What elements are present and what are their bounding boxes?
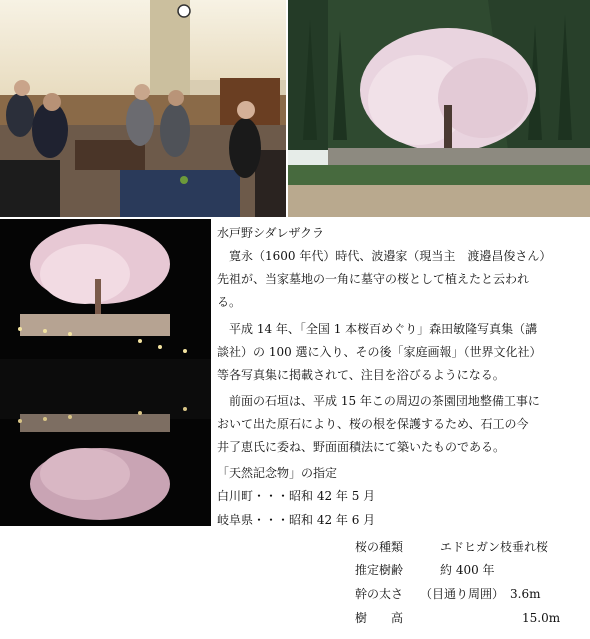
cherry-tree-day-photo: [288, 0, 590, 217]
spec-value-trunk: （目通り周囲） 3.6m: [420, 587, 541, 601]
designation-heading: 「天然記念物」の指定: [217, 466, 338, 480]
stonewall-line-2: おいて出た原石により、桜の根を保護するため、石工の今: [217, 417, 529, 431]
history-line-1: 寛永（1600 年代）時代、波邉家（現当主 渡邉昌俊さん）: [217, 249, 552, 263]
recognition-line-1: 平成 14 年、「全国 1 本桜百めぐり」森田敏隆写真集（講: [217, 322, 538, 336]
spec-label-height: 樹 高: [355, 611, 404, 625]
meeting-photo: [0, 0, 286, 217]
recognition-line-3: 等各写真集に掲載されて、注目を浴びるようになる。: [217, 368, 505, 382]
stonewall-line-3: 井了恵氏に委ね、野面面積法にて築いたものである。: [217, 440, 506, 454]
spec-value-type: エドヒガン枝垂れ桜: [440, 540, 549, 554]
history-line-2: 先祖が、当家墓地の一角に墓守の桜として植えたと云われ: [217, 272, 530, 286]
spec-value-age: 約 400 年: [440, 563, 495, 577]
recognition-line-2: 談社）の 100 選に入り、その後「家庭画報」（世界文化社）: [217, 345, 542, 359]
spec-label-trunk: 幹の太さ: [355, 587, 404, 601]
history-line-3: る。: [217, 295, 242, 309]
cherry-tree-night-photo: [0, 219, 211, 526]
designation-town: 白川町・・・昭和 42 年 5 月: [217, 489, 376, 503]
stonewall-line-1: 前面の石垣は、平成 15 年この周辺の茶園団地整備工事に: [217, 394, 540, 408]
spec-value-height: 15.0m: [522, 611, 561, 625]
designation-prefecture: 岐阜県・・・昭和 42 年 6 月: [217, 513, 376, 527]
page-title: 水戸野シダレザクラ: [217, 226, 325, 240]
spec-label-type: 桜の種類: [355, 540, 404, 554]
spec-label-age: 推定樹齢: [355, 563, 404, 577]
